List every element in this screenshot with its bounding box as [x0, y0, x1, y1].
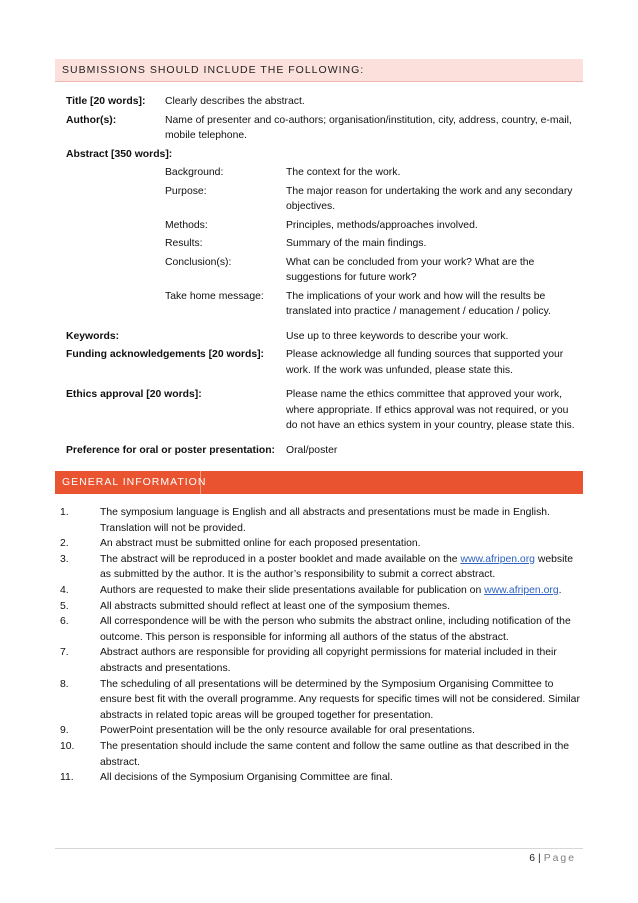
abstract-part-row	[66, 236, 586, 252]
page-number: 6	[529, 853, 536, 864]
item-number: 3.	[60, 553, 69, 565]
item-number: 6.	[60, 616, 69, 628]
keywords-text: Use up to three keywords to describe your work.	[286, 330, 509, 342]
list-item	[60, 677, 585, 724]
abstract-part-text: The implications of your work and how will the results be translated into practice / management / education / policy.	[286, 290, 551, 317]
item-text: All decisions of the Symposium Organising Committee are final.	[100, 772, 393, 784]
list-item	[60, 552, 585, 583]
preference-text: Oral/poster	[286, 444, 338, 456]
preference-label: Preference for oral or poster presentation:	[66, 444, 276, 456]
funding-label: Funding acknowledgements [20 words]:	[66, 349, 265, 360]
funding-text: Please acknowledge all funding sources that supported your work. If the work was unfunded, please state this.	[286, 349, 564, 376]
ethics-label: Ethics approval [20 words]:	[66, 389, 202, 400]
abstract-part-label: Background:	[165, 167, 224, 178]
item-text-pre: Authors are requested to make their slide presentations available for publication on	[100, 584, 485, 596]
item-text	[100, 583, 585, 599]
item-text: All abstracts submitted should reflect at least one of the symposium themes.	[100, 600, 450, 612]
general-heading-band	[55, 471, 583, 494]
page-label: Page	[543, 853, 576, 864]
abstract-part-row	[66, 255, 586, 286]
general-heading: GENERAL INFORMATION	[62, 476, 207, 488]
footer-separator: |	[538, 853, 541, 864]
item-number: 2.	[60, 538, 69, 550]
item-text-pre: The abstract will be reproduced in a poster booklet and made available on the	[100, 553, 461, 565]
afripen-link[interactable]: www.afripen.org	[484, 584, 559, 596]
page-footer	[529, 853, 576, 864]
list-item	[60, 505, 585, 536]
item-number: 11.	[60, 772, 74, 784]
item-text: Abstract authors are responsible for providing all copyright permissions for material included in their abstracts and presentations.	[100, 647, 557, 674]
abstract-part-text: Summary of the main findings.	[286, 238, 427, 249]
item-text: All correspondence will be with the person who submits the abstract online, including notification of the outcome. This person is responsible for informing all authors of the status of the abstract.	[100, 616, 571, 643]
title-text: Clearly describes the abstract.	[165, 96, 305, 107]
item-number: 5.	[60, 600, 69, 612]
list-item	[60, 770, 585, 786]
abstract-part-label: Results:	[165, 238, 203, 249]
submissions-heading: SUBMISSIONS SHOULD INCLUDE THE FOLLOWING:	[62, 64, 365, 76]
afripen-link[interactable]: www.afripen.org	[460, 553, 535, 565]
list-item	[60, 645, 585, 676]
item-text: An abstract must be submitted online for each proposed presentation.	[100, 538, 421, 550]
preference-row	[66, 443, 586, 459]
ethics-text: Please name the ethics committee that approved your work, where appropriate. If ethics approval was not required, or you do not have an ethics system in your country, please state this.	[286, 389, 575, 431]
list-item	[60, 599, 585, 615]
abstract-part-label: Conclusion(s):	[165, 256, 232, 268]
item-number: 10.	[60, 740, 75, 752]
abstract-label: Abstract [350 words]:	[66, 148, 173, 160]
abstract-part-text: The major reason for undertaking the work and any secondary objectives.	[286, 185, 573, 212]
item-number: 9.	[60, 725, 69, 737]
abstract-part-text: The context for the work.	[286, 167, 401, 178]
submissions-table	[66, 94, 586, 461]
funding-row	[66, 347, 586, 378]
item-number: 8.	[60, 678, 69, 690]
abstract-part-label: Take home message:	[165, 290, 264, 302]
item-text-post: website as submitted by the author. It is the author’s responsibility to submit a correct abstract.	[100, 553, 574, 581]
item-text: The symposium language is English and all abstracts and presentations must be made in English. Translation will not be provided.	[100, 507, 550, 534]
item-number: 7.	[60, 647, 69, 659]
abstract-part-text: Principles, methods/approaches involved.	[286, 219, 478, 231]
title-row	[66, 94, 586, 110]
keywords-row	[66, 329, 586, 345]
ethics-row	[66, 387, 586, 434]
item-number: 1.	[60, 507, 69, 518]
abstract-part-row	[66, 184, 586, 215]
abstract-part-text: What can be concluded from your work? What are the suggestions for future work?	[286, 256, 535, 283]
item-text-post: .	[558, 584, 562, 596]
item-text: PowerPoint presentation will be the only resource available for oral presentations.	[100, 725, 475, 737]
list-item	[60, 739, 585, 770]
abstract-part-label: Methods:	[165, 219, 208, 231]
item-text: The scheduling of all presentations will be determined by the Symposium Organising Committee to ensure best fit with the overall programme. Any requests for specific times will not be considered. Similar abstracts in related topic areas will be grouped together for presentation.	[100, 678, 580, 721]
abstract-part-row	[66, 165, 586, 181]
item-number: 4.	[60, 584, 69, 596]
list-item	[60, 583, 585, 599]
list-item	[60, 614, 585, 645]
abstract-part-row	[66, 218, 586, 234]
general-list	[60, 505, 585, 786]
abstract-row	[66, 147, 586, 163]
author-label: Author(s):	[66, 114, 117, 126]
item-text	[100, 552, 585, 583]
list-item	[60, 536, 585, 552]
list-item	[60, 723, 585, 739]
title-label: Title [20 words]:	[66, 96, 146, 107]
footer-divider	[55, 848, 583, 849]
author-text: Name of presenter and co-authors; organisation/institution, city, address, country, e-mail, mobile telephone.	[165, 114, 572, 141]
author-row	[66, 113, 586, 144]
item-text: The presentation should include the same content and follow the same outline as that described in the abstract.	[100, 740, 570, 768]
abstract-part-label: Purpose:	[165, 185, 207, 197]
submissions-heading-band	[55, 59, 583, 82]
abstract-part-row	[66, 289, 586, 320]
keywords-label: Keywords:	[66, 330, 120, 342]
